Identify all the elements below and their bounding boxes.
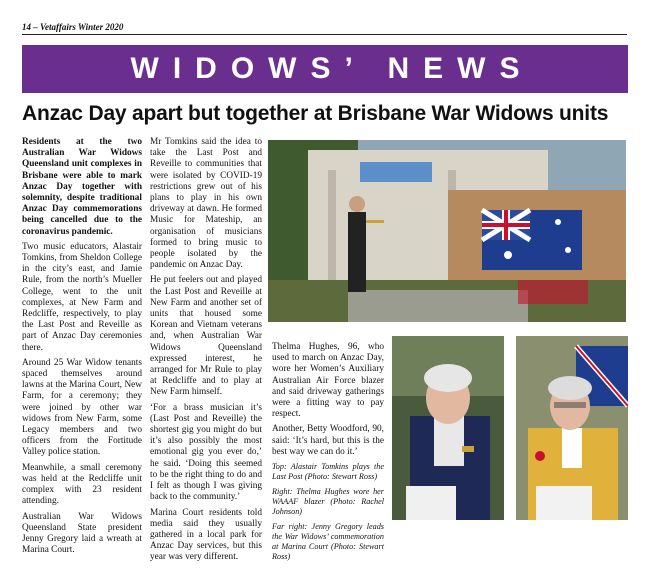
headline: Anzac Day apart but together at Brisbane War Widows units [22,102,609,125]
article-paragraph: Around 25 War Widow tenants spaced themselves around lawns at the Marina Court, New Farm, for a ceremony; they were joined by other war widows from New Farm, some Legacy members and two officers from the Fortitude Valley police station. [22,357,142,458]
photo-trumpeter [268,140,626,322]
article-column-1 [22,137,142,560]
header-rule [22,34,627,35]
article-paragraph: ‘For a brass musician it’s (Last Post and Reveille) the shortest gig you might do but it’s also possibly the most emotional gig you ever do,’ he said. ‘Doing this seemed to be the right thing to do and I felt as though I was giving back to the community.’ [150,402,262,503]
article-paragraph: Meanwhile, a small ceremony was held at the Redcliffe unit complex with 23 resident attending. [22,462,142,507]
article-paragraph: He put feelers out and played the Last Post and Reveille at New Farm and another set of units that housed some Korean and Vietnam veterans and, when Australian War Widows Queensland expressed interest, he arranged for Mr Rule to play at Redcliffe and to play at New Farm himself. [150,275,262,398]
article-column-3 [272,342,384,567]
article-paragraph: Two music educators, Alastair Tomkins, from Sheldon College in the city’s east, and Jamie Rule, from the north’s Mueller College, went to the unit complexes, at New Farm and Redcliffe, respectively, to play the Last Post and Reveille as part of Anzac Day ceremonies there. [22,241,142,353]
article-paragraph: Another, Betty Woodford, 90, said: ‘It’s hard, but this is the best way we can do it.’ [272,424,384,457]
article-paragraph: Mr Tomkins said the idea to take the Last Post and Reveille to communities that were isolated by COVID-19 restrictions grew out of his plans to play in his own driveway at dawn. He formed Music for Mateship, an organisation of musicians formed to bring music to people isolated by the pandemic on Anzac Day. [150,137,262,271]
article-paragraph: Australian War Widows Queensland State president Jenny Gregory laid a wreath at Marina Court. [22,511,142,556]
article-paragraph: Marina Court residents told media said they usually gathered in a local park for Anzac Day services, but this year was very different. [150,507,262,563]
photo-caption: Far right: Jenny Gregory leads the War Widows’ commemoration at Marina Court (Photo: Stewart Ross) [272,522,384,562]
article-column-2 [150,137,262,568]
photo-jenny-gregory [516,336,628,520]
photo-caption: Right: Thelma Hughes wore her WAAAF blazer (Photo: Rachel Johnson) [272,487,384,517]
photo-thelma-hughes [392,336,504,520]
section-banner [22,45,628,93]
photo-captions [272,462,384,562]
section-title: WIDOWS’ NEWS [130,52,534,85]
article-paragraph: Thelma Hughes, 96, who used to march on Anzac Day, wore her Women’s Auxiliary Australian Air Force blazer and said driveway gatherings were a fitting way to pay respect. [272,342,384,420]
article-lead: Residents at the two Australian War Widows Queensland unit complexes in Brisbane were able to mark Anzac Day together with solemnity, despite traditional Anzac Day commemorations being cancelled due to the coronavirus pandemic. [22,137,142,237]
page-header: 14 – Vetaffairs Winter 2020 [22,22,124,32]
photo-caption: Top: Alastair Tomkins plays the Last Post (Photo: Stewart Ross) [272,462,384,482]
